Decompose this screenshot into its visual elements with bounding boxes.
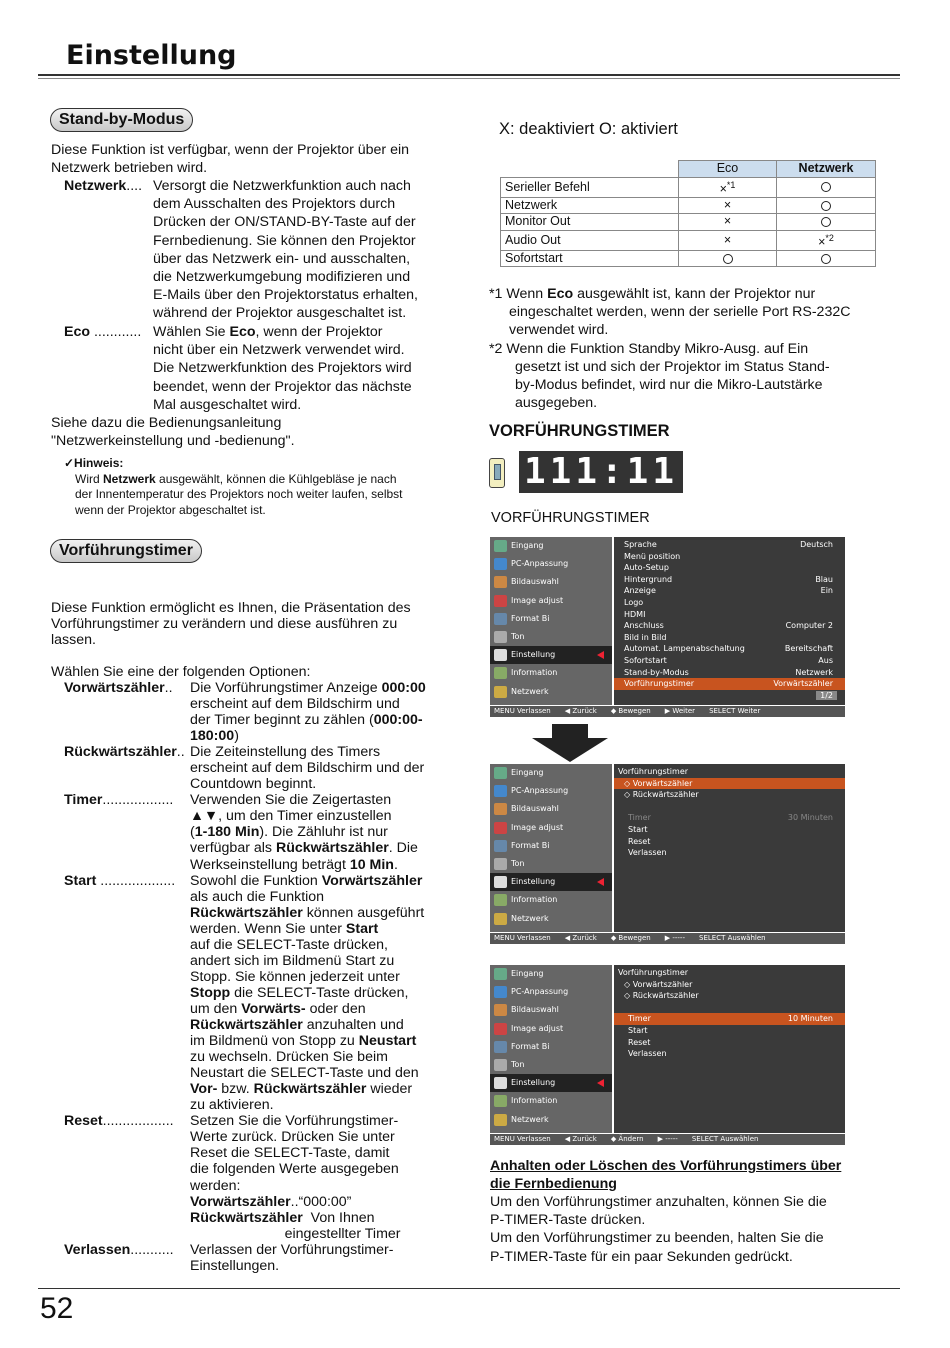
- speaker-icon: [494, 631, 507, 643]
- hint-block: ✓Hinweis: Wird Netzwerk ausgewählt, können die Kühlgebläse je nach der Innentemperatur des Projektors noch weiter laufen, selbst wenn der Projektor abgeschaltet ist.: [64, 456, 464, 518]
- submenu-item[interactable]: Stand-by-Modus Netzwerk: [624, 667, 833, 677]
- table-row: Sofortstart: [501, 250, 876, 267]
- standby-netzwerk: Netzwerk....: [64, 178, 143, 194]
- menu-item[interactable]: Ton: [490, 628, 612, 646]
- footnotes: *1 Wenn Eco ausgewählt ist, kann der Projektor nur eingeschaltet werden, wenn der serielle Port RS-232C verwendet wird. *2 Wenn die Funktion Standby Mikro-Ausg. auf Ein gesetzt ist und sich der Projektor im Status Stand- by-Modus befindet, wird nur die Mikro-Lautstärke ausgegeben.: [489, 286, 851, 412]
- wrench-icon: [494, 876, 507, 888]
- circle-icon: [723, 254, 733, 264]
- standby-eco: Eco ............: [64, 324, 142, 340]
- submenu-item[interactable]: Anzeige Ein: [624, 586, 833, 596]
- menu-item[interactable]: Format Bi: [490, 837, 612, 855]
- submenu-item[interactable]: ◇ Rückwärtszähler: [624, 790, 699, 800]
- header-rule: [38, 74, 900, 76]
- submenu-title: Vorführungstimer: [618, 767, 689, 776]
- table-row: Serieller Befehl ×$^{*1}$: [501, 177, 876, 197]
- menu-item[interactable]: Bildauswahl: [490, 573, 612, 591]
- pres-intro: Diese Funktion ermöglicht es Ihnen, die Präsentation des Vorführungstimer zu verändern und diese ausführen zu lassen.: [51, 600, 411, 649]
- input-icon: [494, 540, 507, 552]
- menu-item[interactable]: Eingang: [490, 965, 612, 983]
- submenu-item[interactable]: Reset: [628, 836, 651, 846]
- submenu-item-selected[interactable]: Timer 10 Minuten: [614, 1013, 845, 1025]
- speaker-icon: [494, 858, 507, 870]
- submenu-title: Vorführungstimer: [618, 968, 689, 977]
- submenu-item[interactable]: Bild in Bild: [624, 632, 667, 642]
- adjust-icon: [494, 822, 507, 834]
- option-label: Reset..................: [64, 1113, 174, 1130]
- submenu-item[interactable]: Auto-Setup: [624, 563, 669, 573]
- menu-left-panel: [490, 537, 612, 705]
- menu-item[interactable]: Format Bi: [490, 1038, 612, 1056]
- monitor-icon: [494, 558, 507, 570]
- menu-item[interactable]: Image adjust: [490, 1020, 612, 1038]
- submenu-item[interactable]: Sprache Deutsch: [624, 540, 833, 549]
- menu-page-indicator: 1/2: [614, 690, 845, 702]
- menu-help-bar: MENU Verlassen ◀ Zurück ◆ Ändern ▶ ----- SELECT Auswählen: [490, 1134, 845, 1145]
- option-description: Verlassen der Vorführungstimer- Einstellungen.: [190, 1241, 394, 1274]
- standby-eco-text: Wählen Sie Eco, wenn der Projektor nicht über ein Netzwerk verwendet wird. Die Netzwerkfunktion des Projektors wird beendet, wenn der Projektor das nächste Mal ausgeschaltet wird.: [153, 324, 412, 413]
- menu-item[interactable]: Information: [490, 664, 612, 682]
- option-description: Verwenden Sie die Zeigertasten ▲▼, um den Timer einzustellen (1-180 Min). Die Zähluhr ist nur verfügbar als Rückwärtszähler. Die Werkseinstellung beträgt 10 Min.: [190, 792, 418, 873]
- menu-right-panel: [614, 764, 845, 932]
- menu-item[interactable]: Image adjust: [490, 819, 612, 837]
- hint-title: ✓Hinweis:: [64, 456, 124, 470]
- submenu-item[interactable]: Anschluss Computer 2: [624, 621, 833, 631]
- footer-rule: [38, 1288, 900, 1289]
- menu-left-panel: [490, 764, 612, 932]
- menu-item[interactable]: Eingang: [490, 537, 612, 555]
- input-icon: [494, 767, 507, 779]
- table-header-net: Netzwerk: [777, 161, 876, 178]
- menu-screenshot-1: [490, 537, 845, 717]
- circle-icon: [821, 254, 831, 264]
- menu-item[interactable]: Eingang: [490, 764, 612, 782]
- menu-item[interactable]: PC-Anpassung: [490, 555, 612, 573]
- arrow-down-icon: [552, 724, 588, 738]
- option-description: Sowohl die Funktion Vorwärtszähler als auch die Funktion Rückwärtszähler können ausgeführt werden. Wenn Sie unter Start auf die SELECT-Taste drücken, andert sich im Bildmenü Start zu Stopp. Sie können jederzeit unter Stopp die SELECT-Taste drücken, um den Vorwärts- oder den Rückwärtszähler anzuhalten und im Bildmenü von Stopp zu Neustart zu wechseln. Drücken Sie beim Neustart die SELECT-Taste und den Vor- bzw. Rückwärtszähler wieder zu aktivieren.: [190, 872, 425, 1114]
- page-title: Einstellung: [66, 40, 237, 71]
- option-description: Die Vorführungstimer Anzeige 000:00 erscheint auf dem Bildschirm und der Timer beginnt zu zählen (000:00- 180:00): [190, 680, 426, 745]
- info-icon: [494, 667, 507, 679]
- screen-icon: [494, 1041, 507, 1053]
- menu-item[interactable]: Image adjust: [490, 592, 612, 610]
- table-row: Monitor Out ×: [501, 214, 876, 231]
- menu-left-panel: [490, 965, 612, 1133]
- image-icon: [494, 1004, 507, 1016]
- monitor-icon: [494, 785, 507, 797]
- network-icon: [494, 686, 507, 698]
- image-icon: [494, 576, 507, 588]
- table-corner: [501, 161, 679, 178]
- circle-icon: [821, 182, 831, 192]
- monitor-icon: [494, 986, 507, 998]
- option-label: Start ...................: [64, 872, 176, 889]
- submenu-item-selected[interactable]: Vorführungstimer Vorwärtszähler: [614, 678, 845, 690]
- submenu-item-selected[interactable]: ◇ Vorwärtszähler: [614, 778, 845, 790]
- submenu-spacer: [614, 801, 845, 813]
- submenu-item[interactable]: Verlassen: [628, 848, 667, 858]
- timer-caption: VORFÜHRUNGSTIMER: [491, 510, 650, 526]
- submenu-item[interactable]: Sofortstart Aus: [624, 655, 833, 665]
- menu-help-bar: MENU Verlassen ◀ Zurück ◆ Bewegen ▶ Weiter SELECT Weiter: [490, 706, 845, 717]
- menu-item[interactable]: Netzwerk: [490, 1111, 612, 1129]
- menu-item[interactable]: Information: [490, 1092, 612, 1110]
- circle-icon: [821, 201, 831, 211]
- menu-screenshot-2: [490, 764, 845, 944]
- circle-icon: [821, 217, 831, 227]
- submenu-item[interactable]: HDMI: [624, 609, 646, 619]
- menu-item[interactable]: Information: [490, 891, 612, 909]
- menu-item[interactable]: Bildauswahl: [490, 800, 612, 818]
- submenu-item[interactable]: ◇ Rückwärtszähler: [624, 991, 699, 1001]
- submenu-item[interactable]: Timer 30 Minuten: [628, 813, 833, 823]
- pres-choose: Wählen Sie eine der folgenden Optionen:: [51, 664, 311, 680]
- menu-item[interactable]: PC-Anpassung: [490, 983, 612, 1001]
- option-description: Setzen Sie die Vorführungstimer- Werte zurück. Drücken Sie unter Reset die SELECT-Taste, damit die folgenden Werte ausgegeben werden: Vorwärtszähler..“000:00” Rückwärtszähler Von Ihnen eingestellter Timer: [190, 1113, 401, 1242]
- submenu-item[interactable]: Start: [628, 824, 648, 834]
- mode-table: [500, 160, 876, 267]
- submenu-item[interactable]: Logo: [624, 597, 644, 607]
- table-row: Audio Out × ×$^{*2}$: [501, 230, 876, 250]
- screen-icon: [494, 840, 507, 852]
- menu-item-selected[interactable]: Einstellung: [490, 1074, 612, 1092]
- info-icon: [494, 894, 507, 906]
- input-icon: [494, 968, 507, 980]
- standby-heading: Stand-by-Modus: [50, 108, 193, 132]
- legend-line: X: deaktiviert O: aktiviert: [499, 120, 678, 138]
- submenu-item[interactable]: Reset: [628, 1037, 651, 1047]
- image-icon: [494, 803, 507, 815]
- menu-item[interactable]: Bildauswahl: [490, 1001, 612, 1019]
- arrow-down-head-icon: [532, 738, 608, 762]
- menu-item[interactable]: Netzwerk: [490, 683, 612, 701]
- menu-item-selected[interactable]: Einstellung: [490, 873, 612, 891]
- submenu-item[interactable]: Start: [628, 1025, 648, 1035]
- network-icon: [494, 1114, 507, 1126]
- remote-icon: [489, 458, 505, 488]
- pres-heading: Vorführungstimer: [50, 539, 202, 563]
- option-label: Vorwärtszähler..: [64, 680, 173, 696]
- submenu-item[interactable]: ◇ Vorwärtszähler: [624, 979, 693, 989]
- submenu-item[interactable]: Menü position: [624, 551, 681, 561]
- standby-intro: Diese Funktion ist verfügbar, wenn der Projektor über ein Netzwerk betrieben wird.: [51, 142, 410, 177]
- adjust-icon: [494, 1023, 507, 1035]
- info-icon: [494, 1095, 507, 1107]
- menu-right-panel: [614, 965, 845, 1133]
- wrench-icon: [494, 1077, 507, 1089]
- screen-icon: [494, 613, 507, 625]
- option-label: Verlassen...........: [64, 1241, 174, 1258]
- menu-item[interactable]: Ton: [490, 855, 612, 873]
- menu-item[interactable]: Netzwerk: [490, 910, 612, 928]
- menu-item[interactable]: Ton: [490, 1056, 612, 1074]
- standby-netzwerk-text: Versorgt die Netzwerkfunktion auch nach dem Ausschalten des Projektors durch Drücken der ON/STAND-BY-Taste auf der Fernbedienung. Sie können den Projektor über das Netzwerk ein- und ausschalten, die Netzwerkumgebung modifizieren und E-Mails über den Projektorstatus erhalten, während der Projektor ausgeschaltet ist.: [153, 178, 418, 322]
- submenu-spacer: [614, 1002, 845, 1014]
- menu-right-panel: [614, 537, 845, 705]
- submenu-item[interactable]: Automat. Lampenabschaltung Bereitschaft: [624, 644, 833, 654]
- menu-screenshot-3: [490, 965, 845, 1145]
- page-number: 52: [40, 1292, 74, 1325]
- menu-item[interactable]: PC-Anpassung: [490, 782, 612, 800]
- standby-see: Siehe dazu die Bedienungsanleitung "Netzwerkeinstellung und -bedienung".: [51, 415, 295, 450]
- menu-help-bar: MENU Verlassen ◀ Zurück ◆ Bewegen ▶ ----- SELECT Auswählen: [490, 933, 845, 944]
- option-label: Timer..................: [64, 792, 174, 809]
- remote-heading: Anhalten oder Löschen des Vorführungstimers über die Fernbedienung: [490, 1158, 842, 1193]
- adjust-icon: [494, 595, 507, 607]
- table-row: Netzwerk ×: [501, 197, 876, 214]
- menu-item[interactable]: Format Bi: [490, 610, 612, 628]
- network-icon: [494, 913, 507, 925]
- submenu-item[interactable]: Verlassen: [628, 1049, 667, 1059]
- submenu-item[interactable]: Hintergrund Blau: [624, 574, 833, 584]
- timer-display: 111:11: [519, 451, 683, 493]
- menu-item-selected[interactable]: Einstellung: [490, 646, 612, 664]
- speaker-icon: [494, 1059, 507, 1071]
- timer-heading: VORFÜHRUNGSTIMER: [489, 422, 670, 440]
- option-label: Rückwärtszähler..: [64, 744, 185, 761]
- option-description: Die Zeiteinstellung des Timers erscheint auf dem Bildschirm und der Countdown beginnt.: [190, 744, 425, 793]
- header-rule-thin: [38, 78, 900, 79]
- wrench-icon: [494, 649, 507, 661]
- remote-text: Um den Vorführungstimer anzuhalten, können Sie die P-TIMER-Taste drücken. Um den Vorführungstimer zu beenden, halten Sie die P-TIMER-Taste für ein paar Sekunden gedrückt.: [490, 1194, 827, 1265]
- table-header-eco: Eco: [679, 161, 777, 178]
